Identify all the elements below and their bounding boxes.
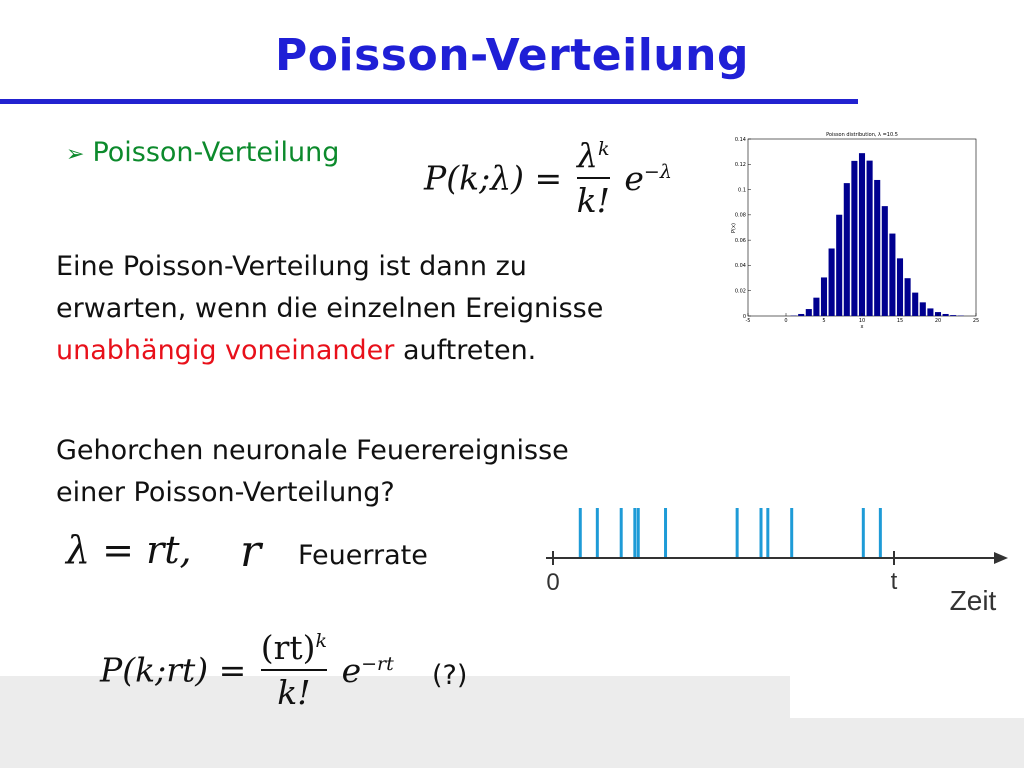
chart-bar xyxy=(836,215,842,316)
poisson-distribution-chart xyxy=(730,128,978,330)
para2-line1: Gehorchen neuronale Feuerereignisse xyxy=(56,435,569,466)
slide-title: Poisson-Verteilung xyxy=(275,30,749,81)
chart-xtick-label: 25 xyxy=(972,318,980,324)
chart-title: Poisson distribution, λ =10.5 xyxy=(826,132,898,138)
formula-rt-num-exp: k xyxy=(315,630,328,652)
formula-poisson-num: λ xyxy=(577,136,598,175)
formula-poisson-num-exp: k xyxy=(597,138,610,160)
fraction-bar xyxy=(577,177,610,179)
formula-rt-exp: $e^{-rt}$ xyxy=(341,650,394,690)
chart-ytick-label: 0 xyxy=(742,313,746,320)
chart-bar xyxy=(867,161,873,316)
chart-xtick-label: 5 xyxy=(822,318,826,324)
formula-poisson-rt xyxy=(100,628,394,712)
bullet-label: Poisson-Verteilung xyxy=(92,137,340,168)
chart-ytick-label: 0.14 xyxy=(734,136,746,143)
chart-bar xyxy=(882,206,888,316)
chart-ytick-label: 0.12 xyxy=(734,162,746,169)
firing-rate-label: Feuerrate xyxy=(298,540,428,571)
paragraph-question xyxy=(56,430,569,514)
formula-rt-fraction xyxy=(261,628,327,712)
chart-xtick-label: -5 xyxy=(745,318,751,324)
chart-ytick-label: 0.1 xyxy=(738,187,746,194)
formula-poisson-fraction xyxy=(577,136,610,220)
para1-highlight: unabhängig voneinander xyxy=(56,335,395,366)
bullet-item xyxy=(66,137,339,168)
chart-xlabel: x xyxy=(860,324,864,330)
chart-bar xyxy=(806,309,812,316)
footer-band-right xyxy=(790,718,1024,768)
chart-ytick-label: 0.04 xyxy=(734,263,746,270)
para1-line1: Eine Poisson-Verteilung ist dann zu xyxy=(56,251,527,282)
chart-bar xyxy=(897,258,903,316)
formula-rt-num: (rt) xyxy=(260,628,316,667)
formula-lambda-def: λ = rt, xyxy=(66,528,192,572)
chart-ytick-label: 0.06 xyxy=(734,237,746,244)
chart-bar xyxy=(912,293,918,316)
chart-bar xyxy=(920,302,926,316)
para1-line2: erwarten, wenn die einzelnen Ereignisse xyxy=(56,293,604,324)
formula-poisson xyxy=(424,136,672,220)
spike-train-diagram xyxy=(536,500,1016,620)
title-underline xyxy=(0,99,858,104)
t-label: t xyxy=(890,568,898,595)
para1-line3: auftreten. xyxy=(394,335,537,366)
chart-bar xyxy=(950,315,956,316)
paragraph-independence xyxy=(56,246,603,372)
chart-ylabel: P(x) xyxy=(731,223,737,233)
question-mark-note: (?) xyxy=(432,660,468,691)
chart-xtick-label: 20 xyxy=(934,318,942,324)
para2-line2: einer Poisson-Verteilung? xyxy=(56,477,395,508)
chart-xtick-label: 0 xyxy=(784,318,788,324)
formula-poisson-den: k! xyxy=(576,181,610,220)
chart-bar xyxy=(905,278,911,316)
chart-bar xyxy=(813,298,819,316)
origin-label: 0 xyxy=(546,569,560,596)
formula-rt-den: k! xyxy=(277,673,311,712)
formula-rt-lhs: P(k;rt) = xyxy=(100,650,247,690)
arrow-bullet-icon: ➢ xyxy=(66,142,85,167)
chart-bar xyxy=(859,153,865,316)
time-axis-label: Zeit xyxy=(949,585,997,616)
chart-bar xyxy=(821,277,827,316)
formula-poisson-lhs: P(k;λ) = xyxy=(424,158,563,198)
fraction-bar xyxy=(261,669,327,671)
chart-ytick-label: 0.02 xyxy=(734,288,746,295)
formula-poisson-exp: $e^{-\lambda}$ xyxy=(624,158,672,198)
chart-bar xyxy=(829,248,835,316)
chart-bar xyxy=(927,308,933,316)
chart-bar xyxy=(889,234,895,316)
chart-ytick-label: 0.08 xyxy=(734,212,746,219)
chart-bar xyxy=(798,314,804,316)
chart-bar xyxy=(844,183,850,316)
chart-bar xyxy=(874,180,880,316)
chart-bar xyxy=(851,161,857,316)
chart-bar xyxy=(943,314,949,316)
rate-symbol: r xyxy=(240,526,262,577)
time-axis-arrowhead xyxy=(994,552,1008,564)
chart-xtick-label: 15 xyxy=(896,318,904,324)
chart-xtick-label: 10 xyxy=(858,318,866,324)
